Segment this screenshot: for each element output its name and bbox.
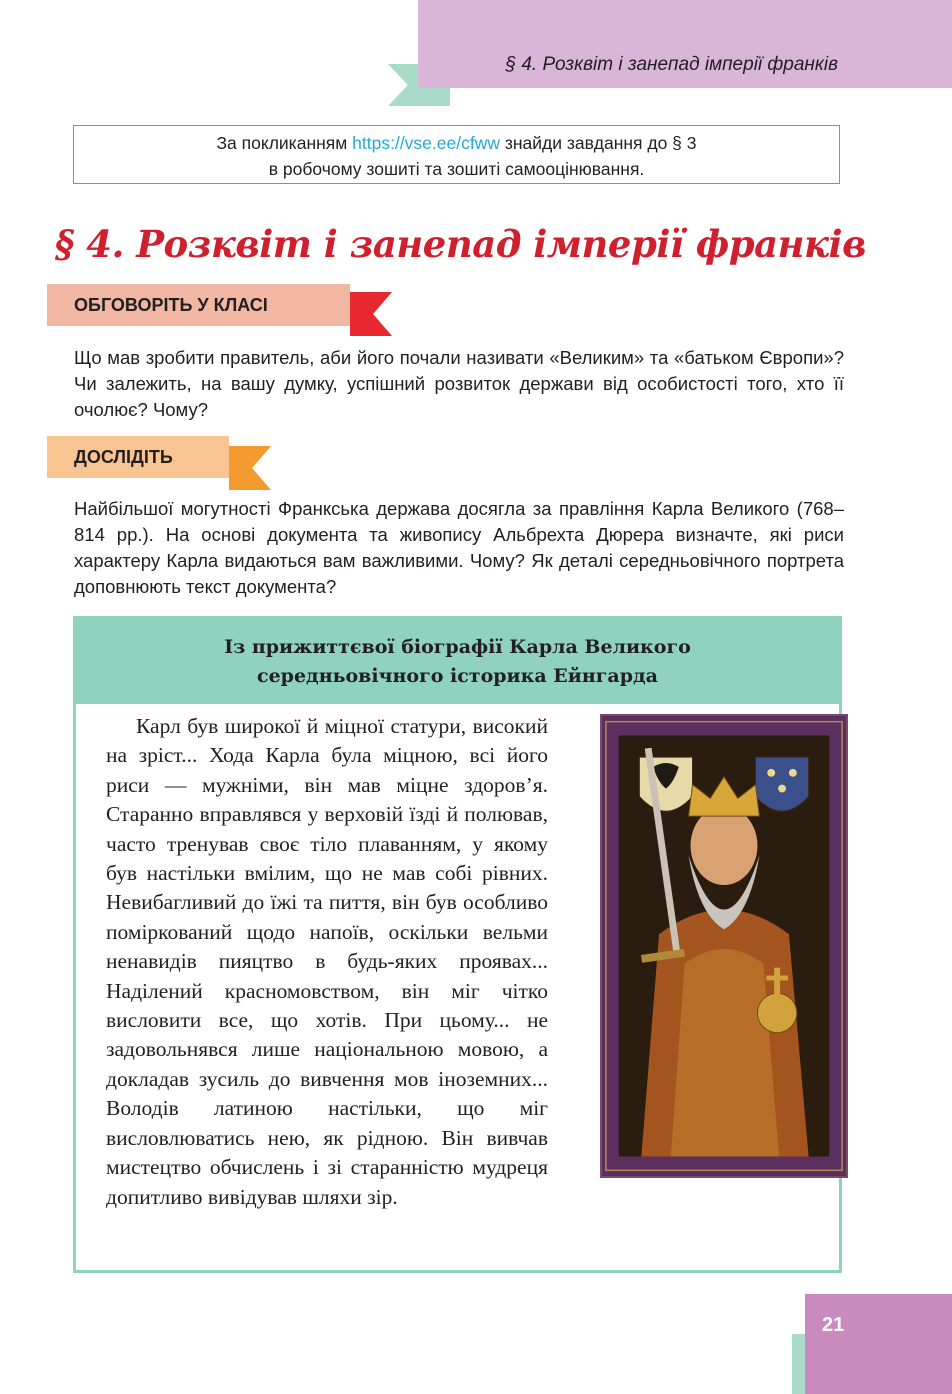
section-title: § 4. Розквіт і занепад імперії франків — [55, 222, 866, 266]
explore-flag-icon — [229, 446, 271, 490]
charlemagne-portrait — [570, 714, 818, 1178]
link-line-1 — [74, 130, 839, 156]
explore-text: Найбільшої могутності Франкська держава досягла за правління Карла Великого (768–814 рр.). На основі документа та живопису Альбрехта Дюрера визначте, які риси характеру Карла видаються вам важливими. Чому? Як деталі середньовічного портрета доповнюють текст документа? — [74, 498, 844, 597]
link-text-after: знайди завдання до § 3 — [500, 133, 697, 153]
document-text: Карл був широкої й міцної статури, високий на зріст... Хода Карла була міцною, всі його риси — мужніми, він мав міцне здоров’я. Старанно вправлявся у верховій їзді й полював, часто тренував своє тіло плаванням, у якому був настільки вмілим, що не мав собі рівних. Невибагливий до їжі та пиття, він був особливо поміркований щодо напоїв, оскільки вельми ненавидів пияцтво в будь-яких проявах... Наділений красномовством, він міг чітко висловити все, що хотів. При цьому... не задовольнявся лише національною мовою, а докладав зусиль до вивчення мов іноземних... Володів латиною настільки, що міг висловлюватись нею, як рідною. Він вивчав мистецтво обчислень і зі старанністю мудреця допитливо вивідував шляхи зір. — [106, 714, 548, 1209]
link-text-before: За покликанням — [216, 133, 353, 153]
discuss-flag-icon — [350, 292, 392, 336]
discuss-label: ОБГОВОРІТЬ У КЛАСІ — [47, 284, 350, 326]
page-number-box — [805, 1294, 952, 1394]
document-body — [106, 712, 818, 1212]
document-box — [73, 616, 842, 1273]
link-line-2: в робочому зошиті та зошиті самооцінювання. — [268, 159, 645, 179]
discuss-text: Що мав зробити правитель, аби його почали називати «Великим» та «батьком Європи»? Чи залежить, на вашу думку, успішний розвиток держави від особистості того, хто її очолює? Чому? — [74, 347, 844, 420]
resource-link[interactable]: https://vse.ee/cfww — [352, 133, 500, 153]
document-header — [76, 619, 839, 704]
page-number: 21 — [822, 1314, 845, 1336]
document-title-line-1: Із прижиттєвої біографії Карла Великого — [224, 636, 691, 658]
document-title-line-2: середньовічного історика Ейнгарда — [257, 665, 658, 687]
portrait-illustration — [600, 714, 848, 1178]
running-header-title: § 4. Розквіт і занепад імперії франків — [505, 54, 838, 75]
link-box — [73, 125, 840, 184]
explore-label: ДОСЛІДІТЬ — [47, 436, 229, 478]
